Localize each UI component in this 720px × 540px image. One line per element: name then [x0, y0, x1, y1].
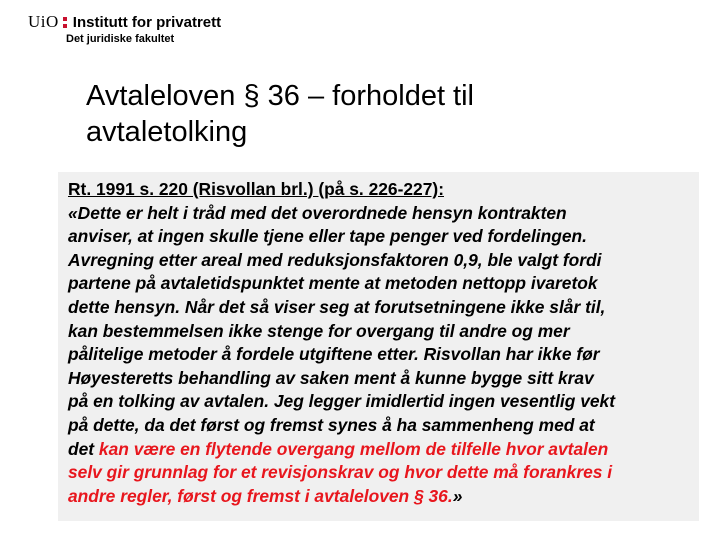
quote-line-4: [68, 272, 699, 296]
quote-text: Avregning etter areal med reduksjonsfaktoren 0,9, ble valgt fordi: [68, 249, 602, 270]
quote-line-12: [68, 461, 699, 485]
quote-line-8: [68, 367, 699, 391]
quote-text: på en tolking av avtalen. Jeg legger imidlertid ingen vesentlig vekt: [68, 391, 615, 412]
quote-text: Høyesteretts behandling av saken ment å kunne bygge sitt krav: [68, 367, 594, 388]
quote-line-7: [68, 343, 699, 367]
quote-text: «Dette er helt i tråd med det overordnede hensyn kontrakten: [68, 202, 567, 223]
quote-box: [58, 172, 699, 521]
quote-line-3: [68, 249, 699, 273]
highlighted-text: andre regler, først og fremst i avtaleloven § 36.: [68, 485, 453, 506]
logo-colon-icon: [63, 17, 67, 28]
quote-line-2: [68, 225, 699, 249]
quote-text: pålitelige metoder å fordele utgiftene etter. Risvollan har ikke før: [68, 344, 600, 365]
quote-line-10: [68, 414, 699, 438]
uio-wordmark: UiO: [28, 12, 59, 31]
quote-text: anviser, at ingen skulle tjene eller tape penger ved fordelingen.: [68, 226, 587, 247]
title-line-1: Avtaleloven § 36 – forholdet til: [86, 80, 475, 112]
quote-line-5: [68, 296, 699, 320]
highlighted-text: kan være en flytende overgang mellom de tilfelle hvor avtalen: [98, 438, 609, 459]
quote-line-13: [68, 485, 699, 509]
header: [28, 12, 221, 45]
quote-line-9: [68, 390, 699, 414]
quote-line-6: [68, 320, 699, 344]
quote-text: på dette, da det først og fremst synes å ha sammenheng med at: [68, 414, 595, 435]
slide-title: [86, 78, 646, 150]
uio-logo: [28, 12, 221, 32]
title-line-2: avtaletolking: [86, 116, 248, 148]
quote-text: det: [68, 438, 99, 459]
institute-name: Institutt for privatrett: [72, 13, 222, 31]
closing-quote-mark: »: [452, 485, 463, 506]
case-reference: Rt. 1991 s. 220 (Risvollan brl.) (på s. 226-227):: [68, 179, 444, 199]
quote-text: kan bestemmelsen ikke stenge for overgang til andre og mer: [68, 320, 570, 341]
highlighted-text: selv gir grunnlag for et revisjonskrav og hvor dette må forankres i: [68, 462, 613, 483]
quote-line-11: [68, 438, 699, 462]
quote-text: partene på avtaletidspunktet mente at metoden nettopp ivaretok: [68, 273, 598, 294]
quote-line-1: [68, 202, 699, 226]
quote-text: dette hensyn. Når det så viser seg at forutsetningene ikke slår til,: [68, 296, 606, 317]
faculty-name: Det juridiske fakultet: [66, 33, 175, 45]
